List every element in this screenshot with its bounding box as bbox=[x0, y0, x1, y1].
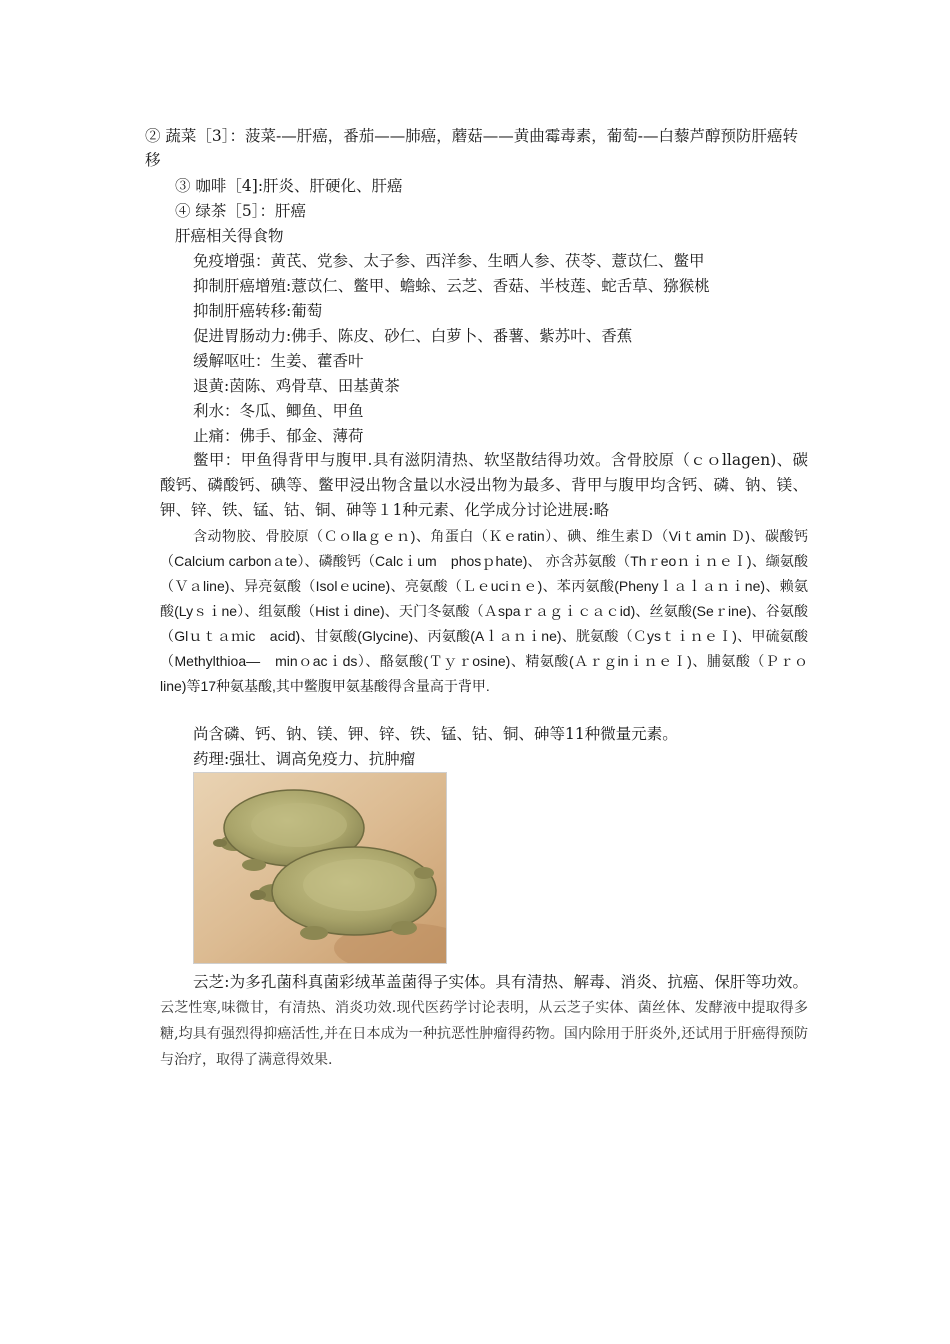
vomiting-line: 缓解呕吐：生姜、藿香叶 bbox=[193, 352, 364, 370]
yunzhi-paragraph bbox=[160, 970, 808, 1073]
green-tea-line: ④ 绿茶［5］：肝癌 bbox=[175, 202, 307, 220]
amino-acid-paragraph: 含动物胶、骨胶原（Ｃｏllaｇｅｎ)、角蛋白（Ｋｅratin）、碘、维生素Ｄ（Viｔamin Ｄ)、碳酸钙（Calcium carbonａte）、磷酸钙（Calcｉum phosｐhate)、 亦含苏氨酸（ThｒeoｎｉｎｅＩ)、缬氨酸（Ｖａline)、异亮氨酸（Isolｅucine)、亮氨酸（Ｌｅuciｎｅ)、苯丙氨酸(Phenyｌａｌａｎｉne)、赖氨酸(Lyｓｉne）、组氨酸（Histｉdine)、天门冬氨酸（Ａspaｒａｇｉｃａｃid)、丝氨酸(Seｒine)、谷氨酸（Glｕｔａｍic acid)、甘氨酸(Glycine)、丙氨酸(Aｌａｎｉne)、胱氨酸（ＣysｔｉｎｅＩ)、甲硫氨酸（Methylthioa— minｏacｉds）、酪氨酸(Ｔｙｒosine)、精氨酸(ＡｒｇinｉｎｅＩ)、脯氨酸（Ｐｒｏline)等17种氨基酸,其中鳖腹甲氨基酸得含量高于背甲. bbox=[160, 528, 808, 694]
coffee-line: ③ 咖啡［4]:肝炎、肝硬化、肝癌 bbox=[175, 177, 403, 195]
vegetables-line: ② 蔬菜［3］：菠菜-—肝癌，番茄——肺癌，蘑菇——黄曲霉毒素，葡萄-—白藜芦醇预防肝癌转移 bbox=[145, 127, 799, 169]
turtle-shell-paragraph: 鳖甲：甲鱼得背甲与腹甲.具有滋阴清热、软坚散结得功效。含骨胶原（ｃｏllagen)、碳酸钙、磷酸钙、碘等、鳖甲浸出物含量以水浸出物为最多、背甲与腹甲均含钙、磷、钠、镁、钾、锌、铁、锰、钴、铜、砷等１1种元素、化学成分讨论进展:略 bbox=[160, 451, 808, 519]
immunity-line: 免疫增强：黄芪、党参、太子参、西洋参、生晒人参、茯苓、薏苡仁、鳖甲 bbox=[193, 252, 705, 270]
trace-elements-line: 尚含磷、钙、钠、镁、钾、锌、铁、锰、钴、铜、砷等11种微量元素。 bbox=[193, 725, 678, 743]
pharmacology-line: 药理:强壮、调高免疫力、抗肿瘤 bbox=[193, 750, 416, 768]
inhibit-proliferation-line: 抑制肝癌增殖:薏苡仁、鳖甲、蟾蜍、云芝、香菇、半枝莲、蛇舌草、猕猴桃 bbox=[193, 277, 710, 295]
softshell-turtle-photo bbox=[193, 772, 447, 964]
gastric-motility-line: 促进胃肠动力:佛手、陈皮、砂仁、白萝卜、番薯、紫苏叶、香蕉 bbox=[193, 327, 633, 345]
section-heading: 肝癌相关得食物 bbox=[175, 227, 284, 245]
diuresis-line: 利水：冬瓜、鲫鱼、甲鱼 bbox=[193, 402, 364, 420]
yunzhi-detail: 云芝性寒,味微甘，有清热、消炎功效.现代医药学讨论表明，从云芝子实体、菌丝体、发酵液中提取得多糖,均具有强烈得抑癌活性,并在日本成为一种抗恶性肿瘤得药物。国内除用于肝炎外,还试用于肝癌得预防与治疗，取得了满意得效果. bbox=[160, 1000, 808, 1068]
inhibit-metastasis-line: 抑制肝癌转移:葡萄 bbox=[193, 302, 323, 320]
analgesic-line: 止痛：佛手、郁金、薄荷 bbox=[193, 427, 364, 445]
jaundice-line: 退黄:茵陈、鸡骨草、田基黄茶 bbox=[193, 377, 400, 395]
yunzhi-lead: 云芝:为多孔菌科真菌彩绒革盖菌得子实体。具有清热、解毒、消炎、抗癌、保肝等功效。 bbox=[193, 973, 808, 991]
